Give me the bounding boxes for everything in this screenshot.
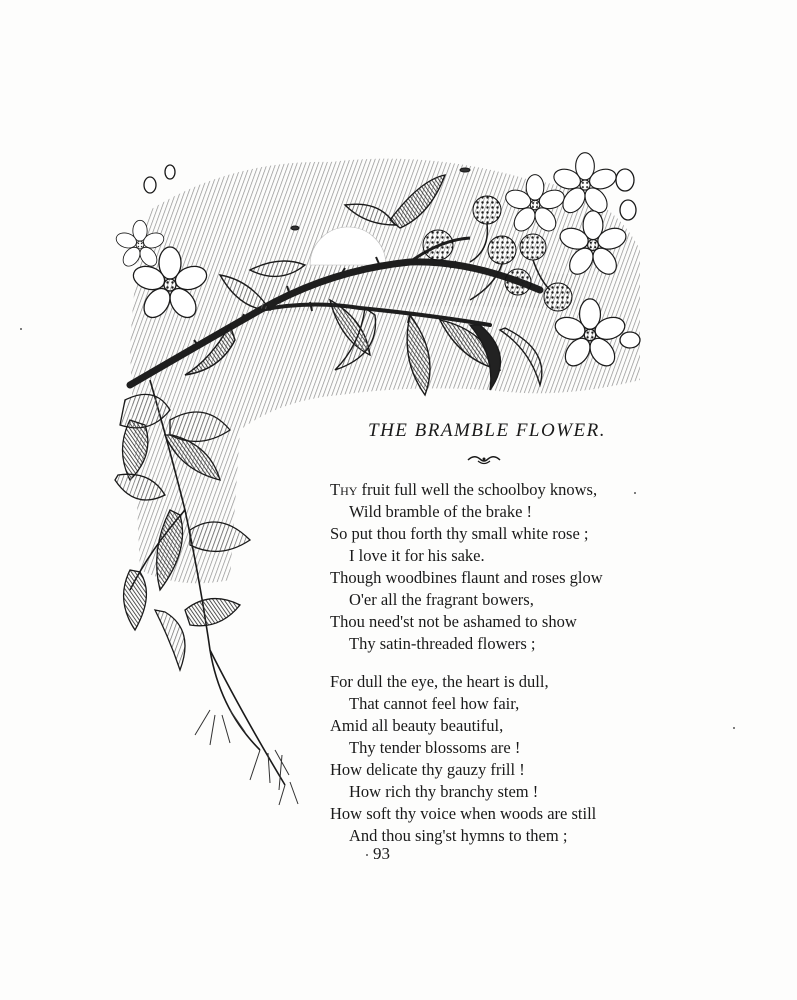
stanza-2 bbox=[330, 671, 650, 847]
poem-line: For dull the eye, the heart is dull, bbox=[330, 672, 549, 691]
flourish-ornament-icon bbox=[466, 452, 502, 466]
poem-line: Wild bramble of the brake ! bbox=[349, 502, 533, 521]
poem-line: I love it for his sake. bbox=[349, 546, 485, 565]
poem-line: How soft thy voice when woods are still bbox=[330, 804, 597, 823]
page-number: 93 bbox=[373, 844, 390, 863]
poem-title: THE BRAMBLE FLOWER. bbox=[368, 420, 607, 441]
poem-line: O'er all the fragrant bowers, bbox=[349, 590, 534, 609]
poem-line: Amid all beauty beautiful, bbox=[330, 716, 504, 735]
poem-line: How delicate thy gauzy frill ! bbox=[330, 760, 525, 779]
poem-line: Thy fruit full well the schoolboy knows, bbox=[330, 480, 598, 499]
poem-line: That cannot feel how fair, bbox=[349, 694, 520, 713]
poem-line: So put thou forth thy small white rose ; bbox=[330, 524, 589, 543]
scan-speck bbox=[366, 854, 368, 856]
poem-line: How rich thy branchy stem ! bbox=[349, 782, 539, 801]
poem-line: Though woodbines flaunt and roses glow bbox=[330, 568, 603, 587]
scan-speck bbox=[634, 492, 636, 494]
poem-line: Thy tender blossoms are ! bbox=[349, 738, 521, 757]
poem-body bbox=[330, 479, 650, 863]
scan-speck bbox=[20, 328, 22, 330]
scan-speck bbox=[733, 727, 735, 729]
poem-line: And thou sing'st hymns to them ; bbox=[349, 826, 568, 845]
poem-first-word: Thy bbox=[330, 480, 358, 499]
poem-line: Thou need'st not be ashamed to show bbox=[330, 612, 577, 631]
stanza-1 bbox=[330, 479, 650, 655]
poem-line: Thy satin-threaded flowers ; bbox=[349, 634, 536, 653]
